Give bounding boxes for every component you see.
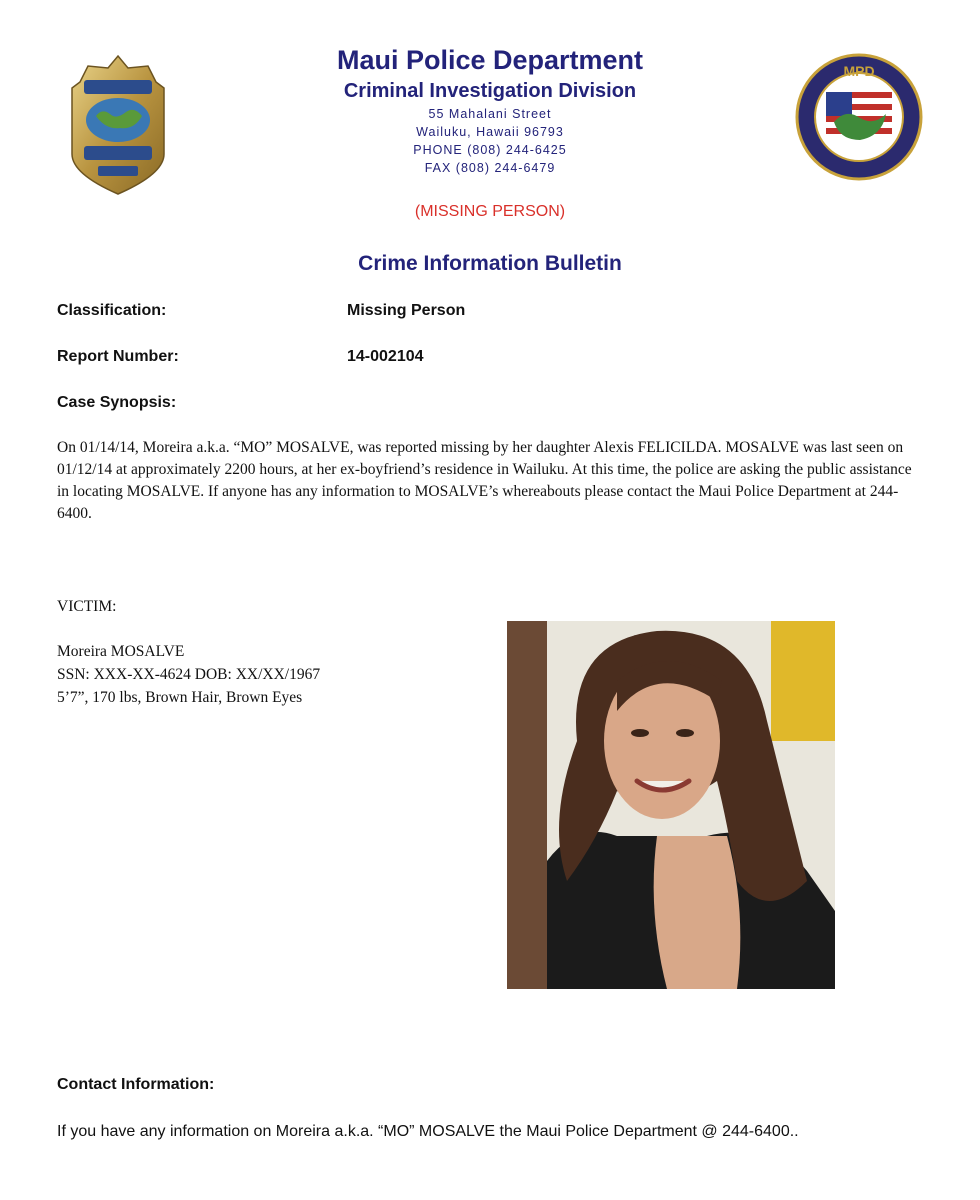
case-synopsis-text: On 01/14/14, Moreira a.k.a. “MO” MOSALVE, was reported missing by her daughter Alexis FELICILDA. MOSALVE was last seen on 01/12/14 at approximately 2200 hours, at her ex-boyfriend’s residence in Wailuku. At this time, the police are asking the public assistance in locating MOSALVE. If anyone has any information to MOSALVE’s whereabouts please contact the Maui Police Department at 244-6400. — [57, 439, 912, 522]
department-name: Maui Police Department — [336, 45, 644, 75]
victim-photo — [507, 621, 835, 989]
contact-info-label: Contact Information: — [57, 1076, 215, 1093]
victim-ssn-dob: SSN: XXX-XX-4624 DOB: XX/XX/1967 — [57, 666, 321, 683]
victim-heading: VICTIM: — [57, 598, 117, 615]
contact-info-text: If you have any information on Moreira a.k.a. “MO” MOSALVE the Maui Police Department @ 244-6400.. — [57, 1123, 799, 1140]
bulletin-title: Crime Information Bulletin — [358, 252, 622, 275]
victim-name: Moreira MOSALVE — [57, 643, 185, 660]
classification-value: Missing Person — [347, 302, 466, 319]
seal-top-text: MPD — [843, 63, 875, 79]
case-synopsis-label: Case Synopsis: — [57, 394, 177, 411]
police-badge-logo — [68, 54, 168, 196]
division-name: Criminal Investigation Division — [343, 80, 637, 102]
address-city: Wailuku, Hawaii 96793 — [416, 125, 564, 139]
victim-description: 5’7”, 170 lbs, Brown Hair, Brown Eyes — [57, 689, 303, 706]
report-number-value: 14-002104 — [347, 348, 424, 365]
mpd-seal-logo — [794, 52, 924, 182]
missing-person-alert: (MISSING PERSON) — [414, 203, 566, 220]
address-street: 55 Mahalani Street — [428, 107, 552, 121]
fax-number: FAX (808) 244-6479 — [424, 161, 556, 175]
report-number-label: Report Number: — [57, 348, 179, 365]
classification-label: Classification: — [57, 302, 167, 319]
phone-number: PHONE (808) 244-6425 — [413, 143, 567, 157]
